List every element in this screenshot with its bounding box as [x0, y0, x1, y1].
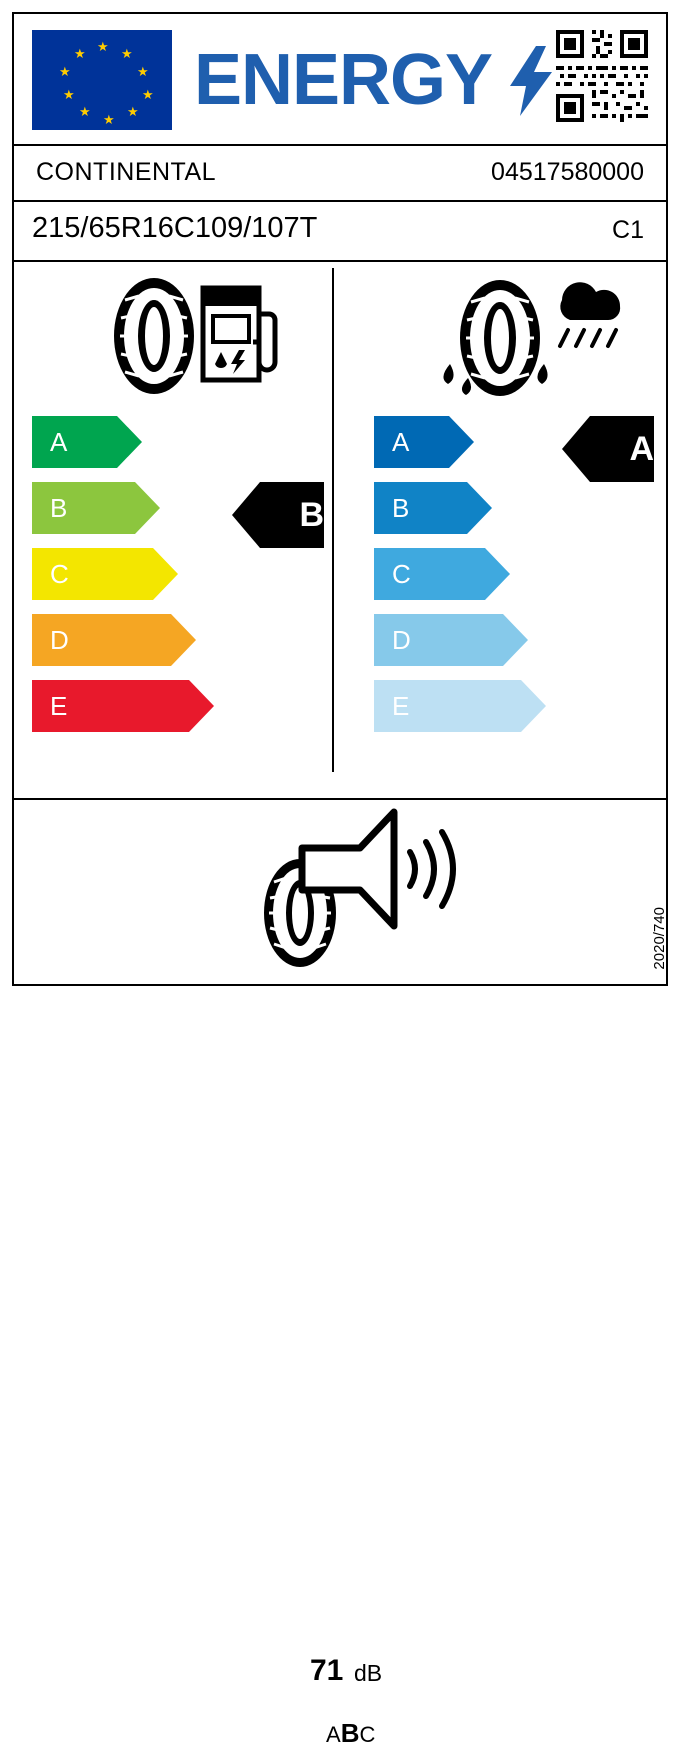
brand-name: CONTINENTAL — [36, 158, 217, 186]
eu-flag-icon: ★ ★ ★ ★ ★ ★ ★ ★ ★ ★ — [32, 30, 172, 130]
fuel-rating-marker — [232, 482, 324, 548]
grade-row — [32, 614, 69, 680]
grade-row — [374, 614, 411, 680]
ratings-section — [14, 260, 666, 798]
noise-value: 71 — [310, 1654, 344, 1687]
grade-letter: B — [392, 492, 410, 523]
grade-letter: A — [50, 426, 68, 457]
tyre-icon — [114, 278, 194, 394]
noise-section — [14, 798, 666, 1748]
grade-letter: C — [392, 558, 411, 589]
tyre-class: C1 — [612, 216, 644, 244]
date-code: 2020/740 — [651, 907, 668, 970]
wet-grip-icon-group — [432, 268, 632, 408]
grade-letter: D — [392, 624, 411, 655]
fuel-efficiency-icon-group — [99, 274, 279, 399]
wet-rating-letter: A — [629, 429, 654, 468]
tyre-code: 04517580000 — [491, 158, 644, 186]
noise-class-b: B — [340, 1718, 360, 1748]
grade-row — [374, 416, 411, 482]
grade-letter: E — [50, 690, 68, 721]
rain-cloud-icon — [560, 282, 620, 346]
wet-grade-list — [374, 416, 411, 746]
noise-icon-group — [244, 808, 464, 978]
fuel-pump-icon — [203, 288, 275, 380]
tyre-size: 215/65R16C109/107T — [32, 212, 318, 244]
grade-row — [32, 680, 69, 746]
tyre-energy-label — [12, 12, 668, 1748]
noise-class-c: C — [359, 1722, 376, 1747]
noise-class-a: A — [326, 1722, 341, 1747]
label-header — [14, 14, 666, 144]
noise-unit: dB — [354, 1660, 383, 1686]
fuel-grade-list — [32, 416, 69, 746]
tyre-wet-icon — [443, 280, 547, 396]
grade-letter: E — [392, 690, 410, 721]
grade-row — [374, 548, 411, 614]
grade-letter: B — [50, 492, 68, 523]
grade-row — [374, 680, 411, 746]
lightning-bolt-icon — [510, 46, 552, 116]
fuel-rating-letter: B — [299, 495, 324, 534]
size-row — [14, 200, 666, 260]
grade-letter: A — [392, 426, 410, 457]
energy-title: ENERGY — [194, 40, 493, 120]
qr-code-icon — [556, 30, 648, 122]
noise-class-scale — [326, 1718, 375, 1749]
wet-rating-marker — [562, 416, 654, 482]
grade-row — [32, 548, 69, 614]
grade-row — [374, 482, 411, 548]
grade-letter: C — [50, 558, 69, 589]
grade-row — [32, 416, 69, 482]
brand-row — [14, 144, 666, 200]
grade-letter: D — [50, 624, 69, 655]
grade-row — [32, 482, 69, 548]
